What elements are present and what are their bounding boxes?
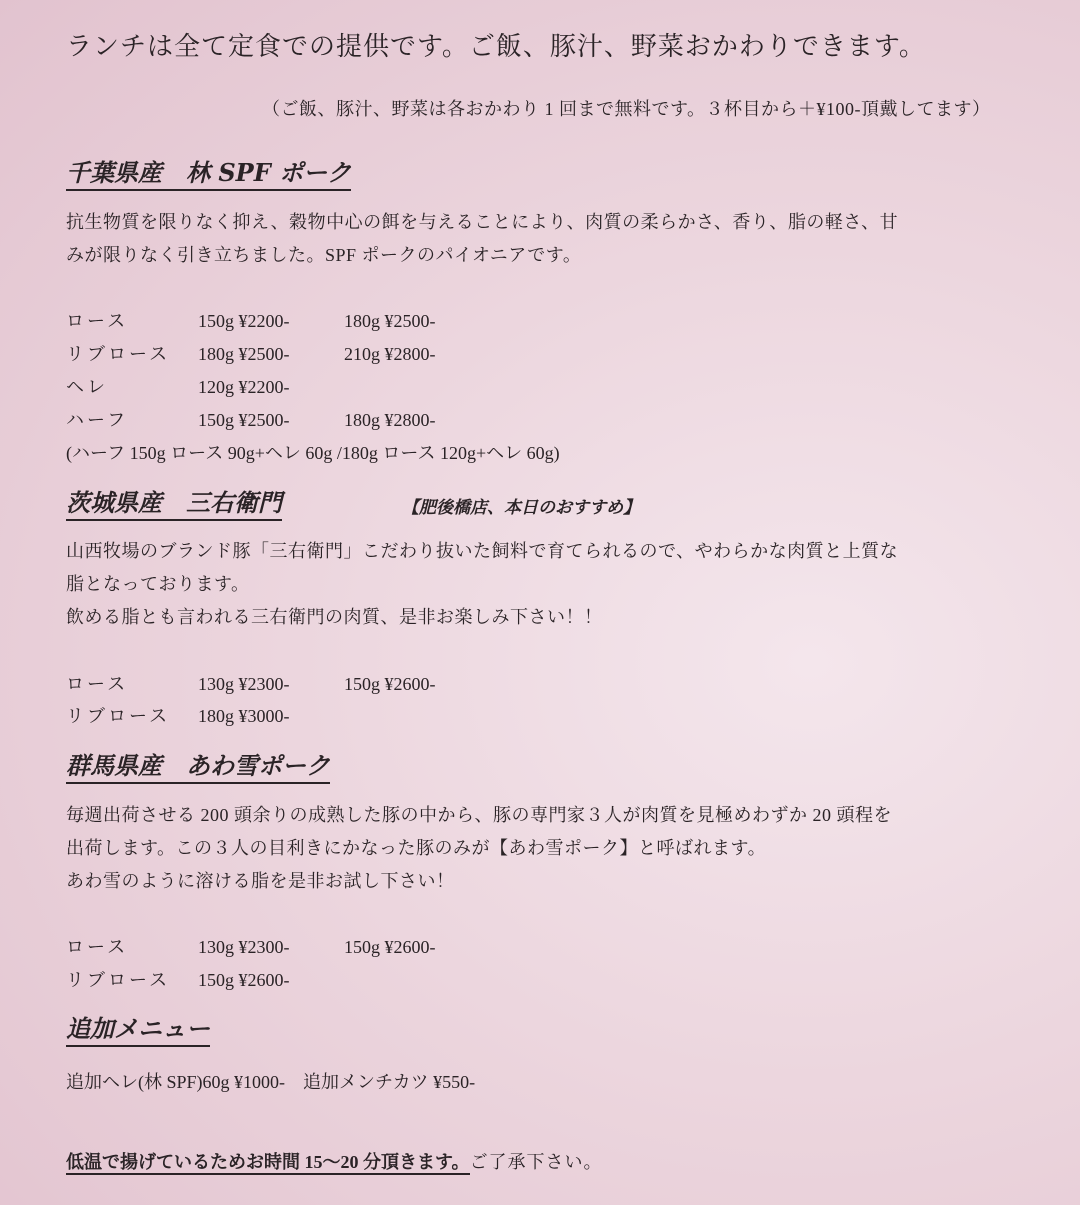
cut-name: ロース bbox=[66, 937, 129, 957]
description-line: 抗生物質を限りなく抑え、穀物中心の餌を与えることにより、肉質の柔らかさ、香り、脂の軽さ、甘 bbox=[66, 212, 899, 232]
section-heading-gunma: 群馬県産 あわ雪ポーク bbox=[66, 751, 330, 784]
description-line: 出荷します。この３人の目利きにかなった豚のみが【あわ雪ポーク】と呼ばれます。 bbox=[66, 838, 767, 858]
price-option: 150g ¥2600- bbox=[344, 937, 436, 957]
cooking-time-emphasis: 低温で揚げているためお時間 15〜20 分頂きます。 bbox=[66, 1152, 470, 1175]
section-heading-chiba: 千葉県産 林 SPF ポーク bbox=[66, 158, 351, 191]
section-heading-ibaraki: 茨城県産 三右衛門 bbox=[66, 488, 282, 521]
price-option: 150g ¥2500- bbox=[198, 410, 290, 430]
recommendation-badge: 【肥後橋店、本日のおすすめ】 bbox=[402, 498, 641, 518]
price-option: 120g ¥2200- bbox=[198, 377, 290, 397]
price-option: 150g ¥2200- bbox=[198, 311, 290, 331]
price-option: 130g ¥2300- bbox=[198, 937, 290, 957]
price-option: 150g ¥2600- bbox=[198, 970, 290, 990]
extras-line: 追加ヘレ(林 SPF)60g ¥1000- 追加メンチカツ ¥550- bbox=[66, 1072, 476, 1092]
cut-name: リブロース bbox=[66, 344, 171, 364]
cut-name: ロース bbox=[66, 674, 129, 694]
description-line: 毎週出荷させる 200 頭余りの成熟した豚の中から、豚の専門家３人が肉質を見極めわずか 20 頭程を bbox=[66, 805, 892, 825]
section-description-chiba bbox=[66, 206, 898, 272]
cut-name: リブロース bbox=[66, 706, 171, 726]
price-option: 130g ¥2300- bbox=[198, 674, 290, 694]
cut-name: ロース bbox=[66, 311, 129, 331]
description-line: 飲める脂とも言われる三右衛門の肉質、是非お楽しみ下さい！！ bbox=[66, 607, 603, 627]
price-option: 180g ¥2500- bbox=[344, 311, 436, 331]
half-cut-note-text: (ハーフ 150g ロース 90g+ヘレ 60g /180g ロース 120g+ヘレ 60g) bbox=[66, 443, 560, 463]
half-cut-note bbox=[66, 437, 560, 470]
price-option: 180g ¥3000- bbox=[198, 706, 290, 726]
price-option: 180g ¥2800- bbox=[344, 410, 436, 430]
cut-name: リブロース bbox=[66, 970, 171, 990]
description-line: みが限りなく引き立ちました。SPF ポークのパイオニアです。 bbox=[66, 245, 582, 265]
price-option: 180g ¥2500- bbox=[198, 344, 290, 364]
intro-text: ランチは全て定食での提供です。ご飯、豚汁、野菜おかわりできます。 bbox=[66, 32, 926, 61]
price-option: 150g ¥2600- bbox=[344, 674, 436, 694]
cooking-time-apology: ご了承下さい。 bbox=[469, 1152, 603, 1172]
cooking-time-notice bbox=[66, 1148, 603, 1174]
description-line: 脂となっております。 bbox=[66, 574, 250, 594]
description-line: あわ雪のように溶ける脂を是非お試し下さい！ bbox=[66, 871, 455, 891]
section-description-ibaraki bbox=[66, 535, 898, 634]
cut-name: ハーフ bbox=[66, 410, 129, 430]
cut-name: ヘレ bbox=[66, 377, 108, 397]
section-description-gunma bbox=[66, 799, 892, 898]
price-option: 210g ¥2800- bbox=[344, 344, 436, 364]
refill-note: （ご飯、豚汁、野菜は各おかわり 1 回まで無料です。３杯目から＋¥100-頂戴してます） bbox=[262, 99, 991, 119]
description-line: 山西牧場のブランド豚「三右衛門」こだわり抜いた飼料で育てられるので、やわらかな肉質と上質な bbox=[66, 541, 899, 561]
section-heading-extras: 追加メニュー bbox=[66, 1014, 210, 1047]
